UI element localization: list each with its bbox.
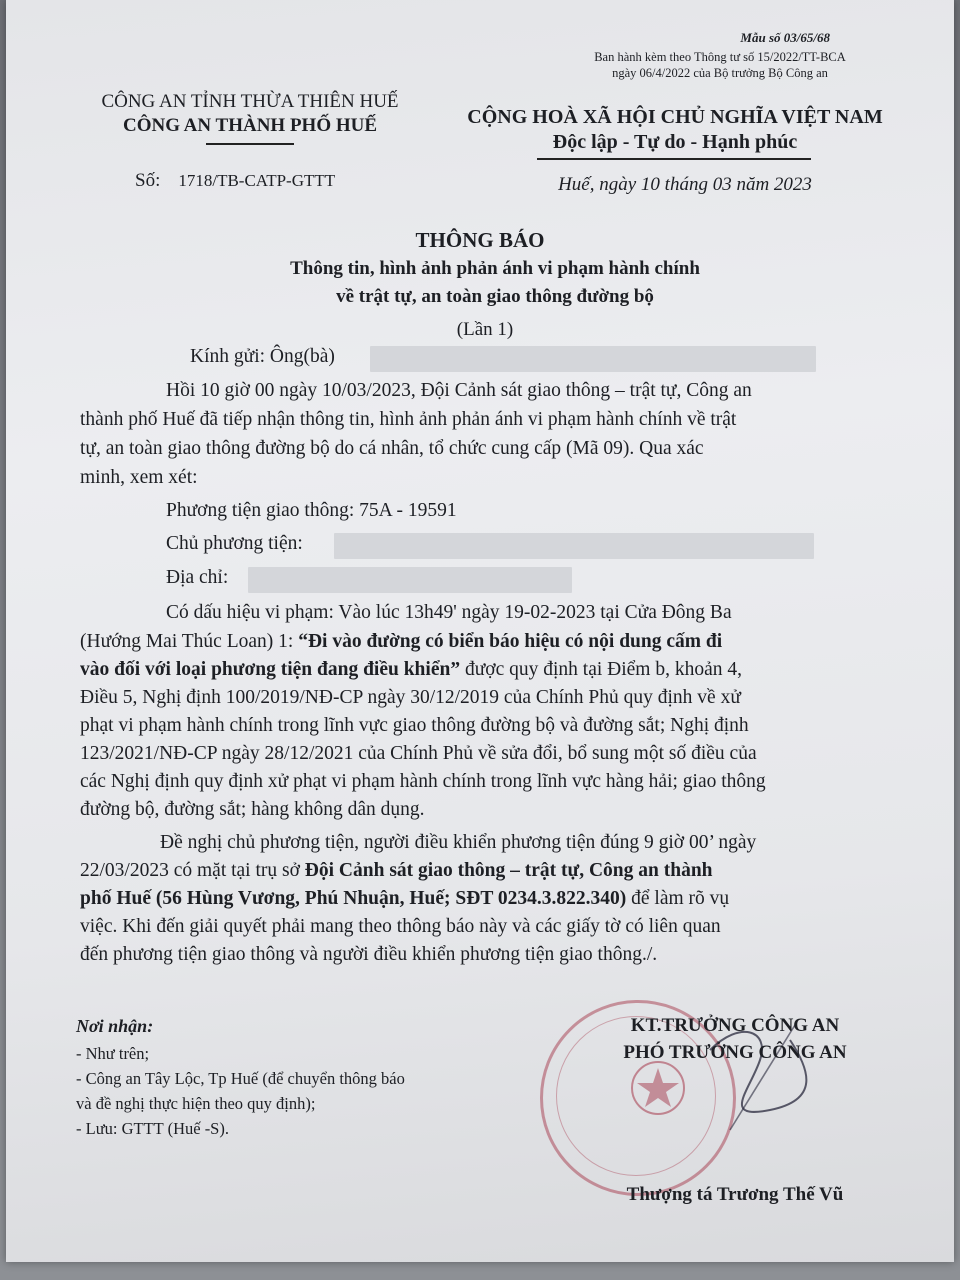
violation-line1: Có dấu hiệu vi phạm: Vào lúc 13h49' ngày 19-02-2023 tại Cửa Đông Ba [166, 602, 732, 623]
signature-title-2: PHÓ TRƯỞNG CÔNG AN [623, 1042, 847, 1063]
recipient-3: - Lưu: GTTT (Huế -S). [76, 1119, 229, 1138]
violation-line3a: vào đối với loại phương tiện đang điều khiển” [80, 659, 461, 680]
recipients-label: Nơi nhận: [76, 1016, 154, 1036]
owner-label: Chủ phương tiện: [166, 533, 303, 554]
violation-line5: phạt vi phạm hành chính trong lĩnh vực giao thông đường bộ và đường sắt; Nghị định [80, 715, 749, 736]
issued-with-line1: Ban hành kèm theo Thông tư số 15/2022/TT-BCA [594, 50, 846, 64]
request-line3a: phố Huế (56 Hùng Vương, Phú Nhuận, Huế; SĐT 0234.3.822.340) [80, 888, 627, 909]
violation-line3 [80, 659, 742, 681]
agency-underline [206, 143, 294, 145]
number-label: Số: [135, 170, 161, 191]
doc-title: THÔNG BÁO [415, 228, 545, 252]
motto-underline [537, 158, 811, 160]
redacted-addressee [370, 346, 816, 372]
p1-line2: thành phố Huế đã tiếp nhận thông tin, hình ảnh phản ánh vi phạm hành chính về trật [80, 409, 737, 430]
violation-line4: Điều 5, Nghị định 100/2019/NĐ-CP ngày 30/12/2019 của Chính Phủ quy định về xử [80, 687, 741, 708]
doc-round: (Lần 1) [456, 319, 514, 340]
request-line1: Đề nghị chủ phương tiện, người điều khiển phương tiện đúng 9 giờ 00’ ngày [160, 832, 757, 853]
violation-line6: 123/2021/NĐ-CP ngày 28/12/2021 của Chính Phủ về sửa đổi, bổ sung một số điều của [80, 743, 757, 764]
violation-line8: đường bộ, đường sắt; hàng không dân dụng. [80, 799, 425, 820]
number-value: 1718/TB-CATP-GTTT [178, 171, 336, 190]
p1-line3: tự, an toàn giao thông đường bộ do cá nhân, tổ chức cung cấp (Mã 09). Qua xác [80, 438, 704, 459]
national-title: CỘNG HOÀ XÃ HỘI CHỦ NGHĨA VIỆT NAM [467, 106, 883, 128]
agency-name: CÔNG AN THÀNH PHỐ HUẾ [122, 115, 378, 136]
request-line3 [80, 888, 729, 910]
redacted-address [248, 567, 572, 593]
doc-subtitle-1: Thông tin, hình ảnh phản ánh vi phạm hành chính [290, 258, 700, 279]
signature-title-1: KT.TRƯỞNG CÔNG AN [630, 1015, 840, 1036]
p1-line1: Hồi 10 giờ 00 ngày 10/03/2023, Đội Cảnh sát giao thông – trật tự, Công an [166, 380, 752, 401]
request-line2b: Đội Cảnh sát giao thông – trật tự, Công an thành [304, 860, 713, 881]
recipient-2b: và đề nghị thực hiện theo quy định); [76, 1094, 316, 1113]
form-number: Mẫu số 03/65/68 [740, 30, 830, 45]
violation-line7: các Nghị định quy định xử phạt vi phạm hành chính trong lĩnh vực hàng hải; giao thông [80, 771, 766, 792]
recipient-1: - Như trên; [76, 1044, 150, 1063]
request-line5: đến phương tiện giao thông và người điều khiển phương tiện giao thông./. [80, 944, 658, 965]
signer-name: Thượng tá Trương Thế Vũ [626, 1184, 844, 1205]
national-motto: Độc lập - Tự do - Hạnh phúc [552, 131, 798, 153]
request-line2a: 22/03/2023 có mặt tại trụ sở [80, 860, 305, 881]
place-date: Huế, ngày 10 tháng 03 năm 2023 [558, 174, 812, 195]
violation-line3b: được quy định tại Điểm b, khoản 4, [460, 659, 742, 680]
addressee-label: Kính gửi: Ông(bà) [190, 346, 335, 367]
redacted-owner [334, 533, 814, 559]
stamp-star-icon [630, 1060, 686, 1116]
violation-line2a: (Hướng Mai Thúc Loan) 1: [80, 631, 299, 652]
violation-line2b: “Đi vào đường có biển báo hiệu có nội dung cấm đi [298, 631, 723, 652]
issued-with-line2: ngày 06/4/2022 của Bộ trưởng Bộ Công an [612, 66, 828, 80]
request-line4: việc. Khi đến giải quyết phải mang theo thông báo này và các giấy tờ có liên quan [80, 916, 721, 937]
recipient-2: - Công an Tây Lộc, Tp Huế (để chuyển thông báo [76, 1069, 405, 1088]
agency-parent: CÔNG AN TỈNH THỪA THIÊN HUẾ [101, 91, 399, 112]
p1-line4: minh, xem xét: [80, 467, 198, 488]
doc-subtitle-2: về trật tự, an toàn giao thông đường bộ [336, 286, 654, 307]
violation-line2 [80, 631, 722, 653]
vehicle-plate: Phương tiện giao thông: 75A - 19591 [166, 500, 457, 521]
document-number [135, 170, 335, 192]
request-line2 [80, 860, 713, 882]
address-label: Địa chỉ: [166, 567, 229, 588]
request-line3b: để làm rõ vụ [626, 888, 730, 909]
